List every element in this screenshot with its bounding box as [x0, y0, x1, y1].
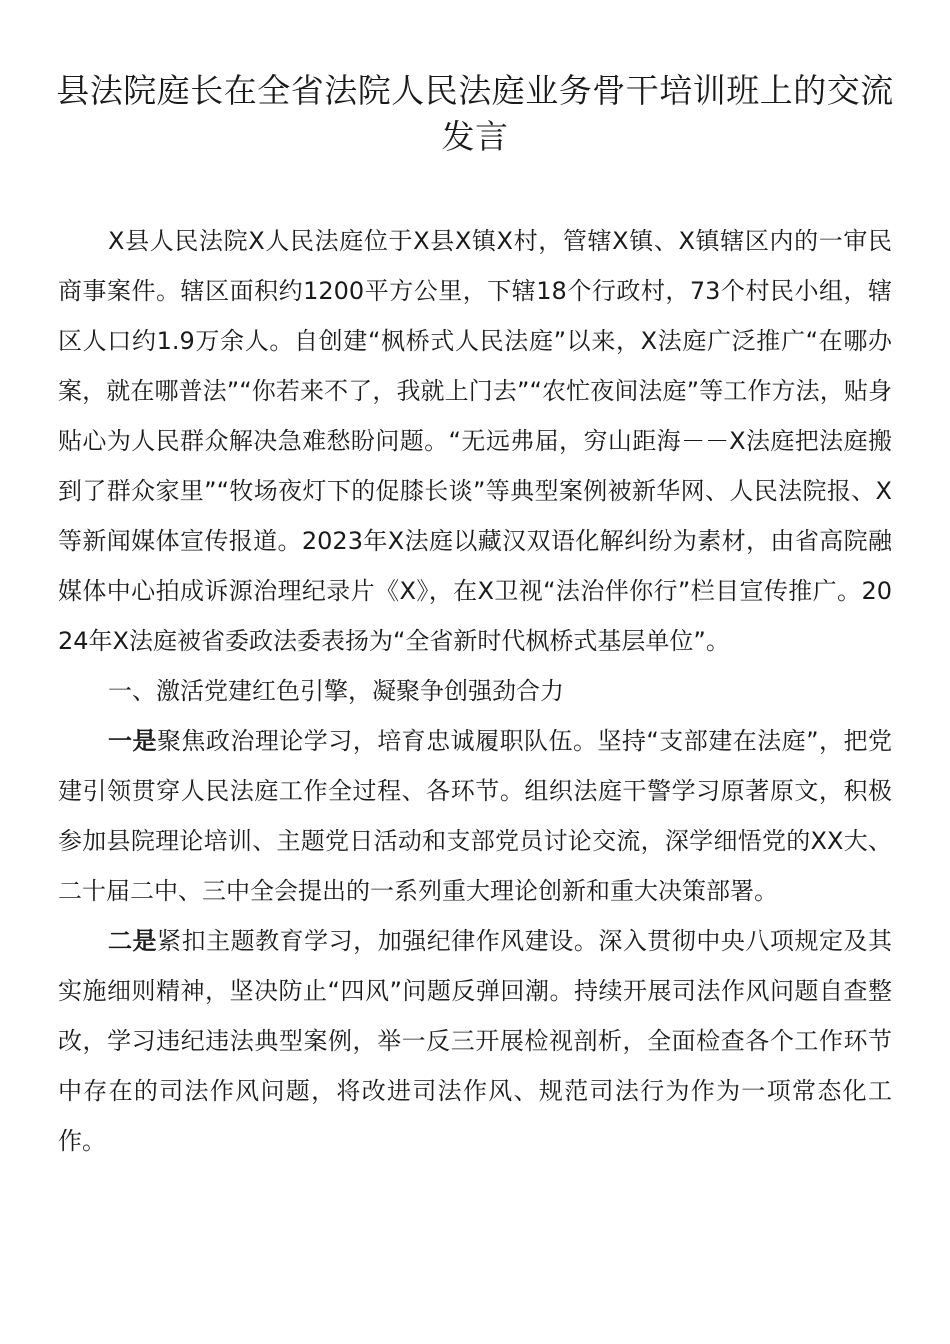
- point-two-paragraph: [58, 916, 892, 1166]
- point-one-lead: 一是: [108, 727, 157, 755]
- document-title: 县法院庭长在全省法院人民法庭业务骨干培训班上的交流发言: [56, 71, 894, 156]
- section-heading: [58, 666, 892, 716]
- paragraph-text: X县人民法院X人民法庭位于X县X镇X村，管辖X镇、X镇辖区内的一审民商事案件。辖区面积约1200平方公里，下辖18个行政村，73个村民小组，辖区人口约1.9万余人。自创建“枫桥式人民法庭”以来，X法庭广泛推广“在哪办案，就在哪普法”“你若来不了，我就上门去”“农忙夜间法庭”等工作方法，贴身贴心为人民群众解决急难愁盼问题。“无远弗届，穷山距海－－X法庭把法庭搬到了群众家里”“牧场夜灯下的促膝长谈”等典型案例被新华网、人民法院报、X等新闻媒体宣传报道。2023年X法庭以藏汉双语化解纠纷为素材，由省高院融媒体中心拍成诉源治理纪录片《X》，在X卫视“法治伴你行”栏目宣传推广。2024年X法庭被省委政法委表扬为“全省新时代枫桥式基层单位”。: [58, 227, 892, 655]
- document-body: [58, 216, 892, 1166]
- paragraph-text: 聚焦政治理论学习，培育忠诚履职队伍。坚持“支部建在法庭”，把党建引领贯穿人民法庭工作全过程、各环节。组织法庭干警学习原著原文，积极参加县院理论培训、主题党日活动和支部党员讨论交流，深学细悟党的XX大、二十届二中、三中全会提出的一系列重大理论创新和重大决策部署。: [58, 727, 892, 905]
- section-heading-text: 一、激活党建红色引擎，凝聚争创强劲合力: [108, 677, 564, 705]
- intro-paragraph: [58, 216, 892, 666]
- point-one-paragraph: [58, 716, 892, 916]
- paragraph-text: 紧扣主题教育学习，加强纪律作风建设。深入贯彻中央八项规定及其实施细则精神，坚决防止“四风”问题反弹回潮。持续开展司法作风问题自查整改，学习违纪违法典型案例，举一反三开展检视剖析，全面检查各个工作环节中存在的司法作风问题，将改进司法作风、规范司法行为作为一项常态化工作。: [58, 927, 893, 1155]
- point-two-lead: 二是: [108, 927, 158, 955]
